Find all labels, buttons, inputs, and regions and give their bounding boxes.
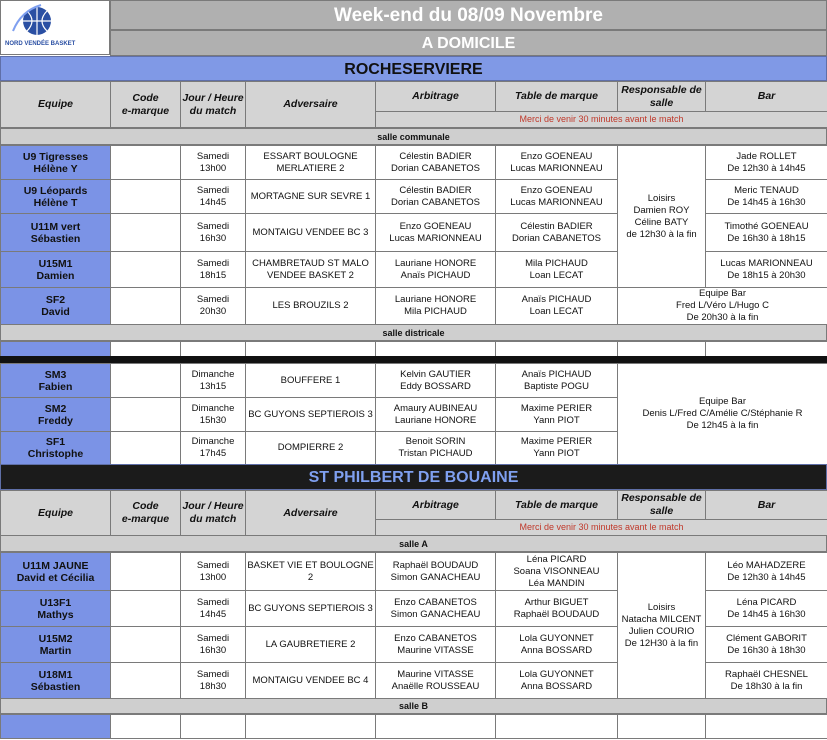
day-cell: Dimanche 17h45 — [181, 432, 246, 465]
stphil-header — [0, 490, 827, 536]
team-cell: U15M2 Martin — [1, 627, 111, 663]
referee-cell: Benoit SORIN Tristan PICHAUD — [376, 432, 496, 465]
team-cell: U9 Tigresses Hélène Y — [1, 146, 111, 180]
col-equipe: Equipe — [1, 491, 111, 536]
code-cell — [111, 364, 181, 398]
venue-rocheserviere: ROCHESERVIERE — [0, 56, 827, 81]
opponent-cell: CHAMBRETAUD ST MALO VENDEE BASKET 2 — [246, 252, 376, 288]
referee-cell: Enzo CABANETOS Maurine VITASSE — [376, 627, 496, 663]
roche-header — [0, 81, 827, 128]
venue-st-philbert: ST PHILBERT DE BOUAINE — [0, 464, 827, 490]
scorer-cell: Enzo GOENEAU Lucas MARIONNEAU — [496, 180, 618, 214]
day-cell: Samedi 16h30 — [181, 627, 246, 663]
club-logo — [0, 0, 110, 55]
col-code: Code e-marque — [111, 82, 181, 128]
team-cell: U18M1 Sébastien — [1, 663, 111, 699]
scorer-cell: Lola GUYONNET Anna BOSSARD — [496, 627, 618, 663]
referee-cell: Amaury AUBINEAU Lauriane HONORE — [376, 398, 496, 432]
day-cell: Samedi 13h00 — [181, 553, 246, 591]
table-row — [1, 146, 827, 180]
code-cell — [111, 398, 181, 432]
scorer-cell: Anaïs PICHAUD Loan LECAT — [496, 288, 618, 325]
code-cell — [111, 591, 181, 627]
referee-cell: Lauriane HONORE Anaïs PICHAUD — [376, 252, 496, 288]
col-bar: Bar — [706, 491, 827, 520]
scorer-cell: Enzo GOENEAU Lucas MARIONNEAU — [496, 146, 618, 180]
opponent-cell: BC GUYONS SEPTIEROIS 3 — [246, 591, 376, 627]
opponent-cell: LA GAUBRETIERE 2 — [246, 627, 376, 663]
code-cell — [111, 214, 181, 252]
referee-cell: Maurine VITASSE Anaëlle ROUSSEAU — [376, 663, 496, 699]
scorer-cell: Célestin BADIER Dorian CABANETOS — [496, 214, 618, 252]
team-cell: U11M vert Sébastien — [1, 214, 111, 252]
referee-cell: Enzo CABANETOS Simon GANACHEAU — [376, 591, 496, 627]
stphil-table — [0, 552, 827, 699]
team-cell: U11M JAUNE David et Cécilia — [1, 553, 111, 591]
team-cell: U9 Léopards Hélène T — [1, 180, 111, 214]
opponent-cell: BC GUYONS SEPTIEROIS 3 — [246, 398, 376, 432]
day-cell: Dimanche 15h30 — [181, 398, 246, 432]
roche-empty-row — [0, 341, 827, 357]
bar-cell: Jade ROLLET De 12h30 à 14h45 — [706, 146, 827, 180]
opponent-cell: MONTAIGU VENDEE BC 3 — [246, 214, 376, 252]
basketball-icon — [1, 1, 111, 56]
code-cell — [111, 146, 181, 180]
bar-cell: Meric TENAUD De 14h45 à 16h30 — [706, 180, 827, 214]
logo-text: NORD VENDÉE BASKET — [5, 41, 76, 47]
hall-manager-cell: Loisirs Damien ROY Céline BATY de 12h30 à la fin — [618, 146, 706, 288]
bar-cell: Léna PICARD De 14h45 à 16h30 — [706, 591, 827, 627]
referee-cell: Kelvin GAUTIER Eddy BOSSARD — [376, 364, 496, 398]
col-adversaire: Adversaire — [246, 82, 376, 128]
code-cell — [111, 180, 181, 214]
team-cell: U15M1 Damien — [1, 252, 111, 288]
day-cell: Samedi 18h30 — [181, 663, 246, 699]
code-cell — [111, 432, 181, 465]
col-table: Table de marque — [496, 491, 618, 520]
bar-team-cell: Equipe Bar Denis L/Fred C/Amélie C/Stéphanie R De 12h45 à la fin — [618, 364, 827, 465]
scorer-cell: Léna PICARD Soana VISONNEAU Léa MANDIN — [496, 553, 618, 591]
stphil-empty-row — [0, 714, 827, 739]
col-arbitrage: Arbitrage — [376, 491, 496, 520]
opponent-cell: ESSART BOULOGNE MERLATIERE 2 — [246, 146, 376, 180]
bar-cell: Lucas MARIONNEAU De 18h15 à 20h30 — [706, 252, 827, 288]
salle-districale-band: salle districale — [0, 324, 827, 341]
salle-b-band: salle B — [0, 698, 827, 714]
day-cell: Dimanche 13h15 — [181, 364, 246, 398]
col-jour: Jour / Heure du match — [181, 82, 246, 128]
separator-bar — [0, 356, 827, 363]
scorer-cell: Anaïs PICHAUD Baptiste POGU — [496, 364, 618, 398]
hall-manager-cell: Loisirs Natacha MILCENT Julien COURIO De 12H30 à la fin — [618, 553, 706, 699]
roche-table — [0, 145, 827, 325]
team-cell: SF1 Christophe — [1, 432, 111, 465]
team-cell: SM2 Freddy — [1, 398, 111, 432]
bar-cell: Clément GABORIT De 16h30 à 18h30 — [706, 627, 827, 663]
table-row — [1, 288, 827, 325]
table-row — [1, 553, 827, 591]
arrival-note: Merci de venir 30 minutes avant le match — [376, 112, 827, 128]
referee-cell: Raphaël BOUDAUD Simon GANACHEAU — [376, 553, 496, 591]
code-cell — [111, 288, 181, 325]
bar-cell: Timothé GOENEAU De 16h30 à 18h15 — [706, 214, 827, 252]
day-cell: Samedi 16h30 — [181, 214, 246, 252]
page-title: Week-end du 08/09 Novembre — [110, 0, 827, 30]
code-cell — [111, 663, 181, 699]
salle-a-band: salle A — [0, 535, 827, 552]
opponent-cell: MORTAGNE SUR SEVRE 1 — [246, 180, 376, 214]
team-cell: SF2 David — [1, 288, 111, 325]
day-cell: Samedi 13h00 — [181, 146, 246, 180]
table-row — [1, 364, 827, 398]
opponent-cell: LES BROUZILS 2 — [246, 288, 376, 325]
opponent-cell: DOMPIERRE 2 — [246, 432, 376, 465]
scorer-cell: Mila PICHAUD Loan LECAT — [496, 252, 618, 288]
salle-communale-band: salle communale — [0, 128, 827, 145]
col-responsable: Responsable de salle — [618, 82, 706, 112]
team-cell: U13F1 Mathys — [1, 591, 111, 627]
bar-team-cell: Equipe Bar Fred L/Véro L/Hugo C De 20h30 à la fin — [618, 288, 827, 325]
col-bar: Bar — [706, 82, 827, 112]
col-adversaire: Adversaire — [246, 491, 376, 536]
day-cell: Samedi 18h15 — [181, 252, 246, 288]
code-cell — [111, 252, 181, 288]
opponent-cell: MONTAIGU VENDEE BC 4 — [246, 663, 376, 699]
scorer-cell: Maxime PERIER Yann PIOT — [496, 398, 618, 432]
day-cell: Samedi 14h45 — [181, 591, 246, 627]
day-cell: Samedi 20h30 — [181, 288, 246, 325]
code-cell — [111, 627, 181, 663]
referee-cell: Lauriane HONORE Mila PICHAUD — [376, 288, 496, 325]
page-subtitle: A DOMICILE — [110, 30, 827, 56]
col-responsable: Responsable de salle — [618, 491, 706, 520]
scorer-cell: Maxime PERIER Yann PIOT — [496, 432, 618, 465]
col-jour: Jour / Heure du match — [181, 491, 246, 536]
arrival-note: Merci de venir 30 minutes avant le match — [376, 520, 827, 536]
scorer-cell: Arthur BIGUET Raphaël BOUDAUD — [496, 591, 618, 627]
scorer-cell: Lola GUYONNET Anna BOSSARD — [496, 663, 618, 699]
day-cell: Samedi 14h45 — [181, 180, 246, 214]
bar-cell: Raphaël CHESNEL De 18h30 à la fin — [706, 663, 827, 699]
roche-sunday-table — [0, 363, 827, 465]
col-table: Table de marque — [496, 82, 618, 112]
opponent-cell: BASKET VIE ET BOULOGNE 2 — [246, 553, 376, 591]
col-code: Code e-marque — [111, 491, 181, 536]
col-equipe: Equipe — [1, 82, 111, 128]
opponent-cell: BOUFFERE 1 — [246, 364, 376, 398]
referee-cell: Célestin BADIER Dorian CABANETOS — [376, 180, 496, 214]
code-cell — [111, 553, 181, 591]
team-cell: SM3 Fabien — [1, 364, 111, 398]
bar-cell: Léo MAHADZERE De 12h30 à 14h45 — [706, 553, 827, 591]
referee-cell: Célestin BADIER Dorian CABANETOS — [376, 146, 496, 180]
referee-cell: Enzo GOENEAU Lucas MARIONNEAU — [376, 214, 496, 252]
col-arbitrage: Arbitrage — [376, 82, 496, 112]
